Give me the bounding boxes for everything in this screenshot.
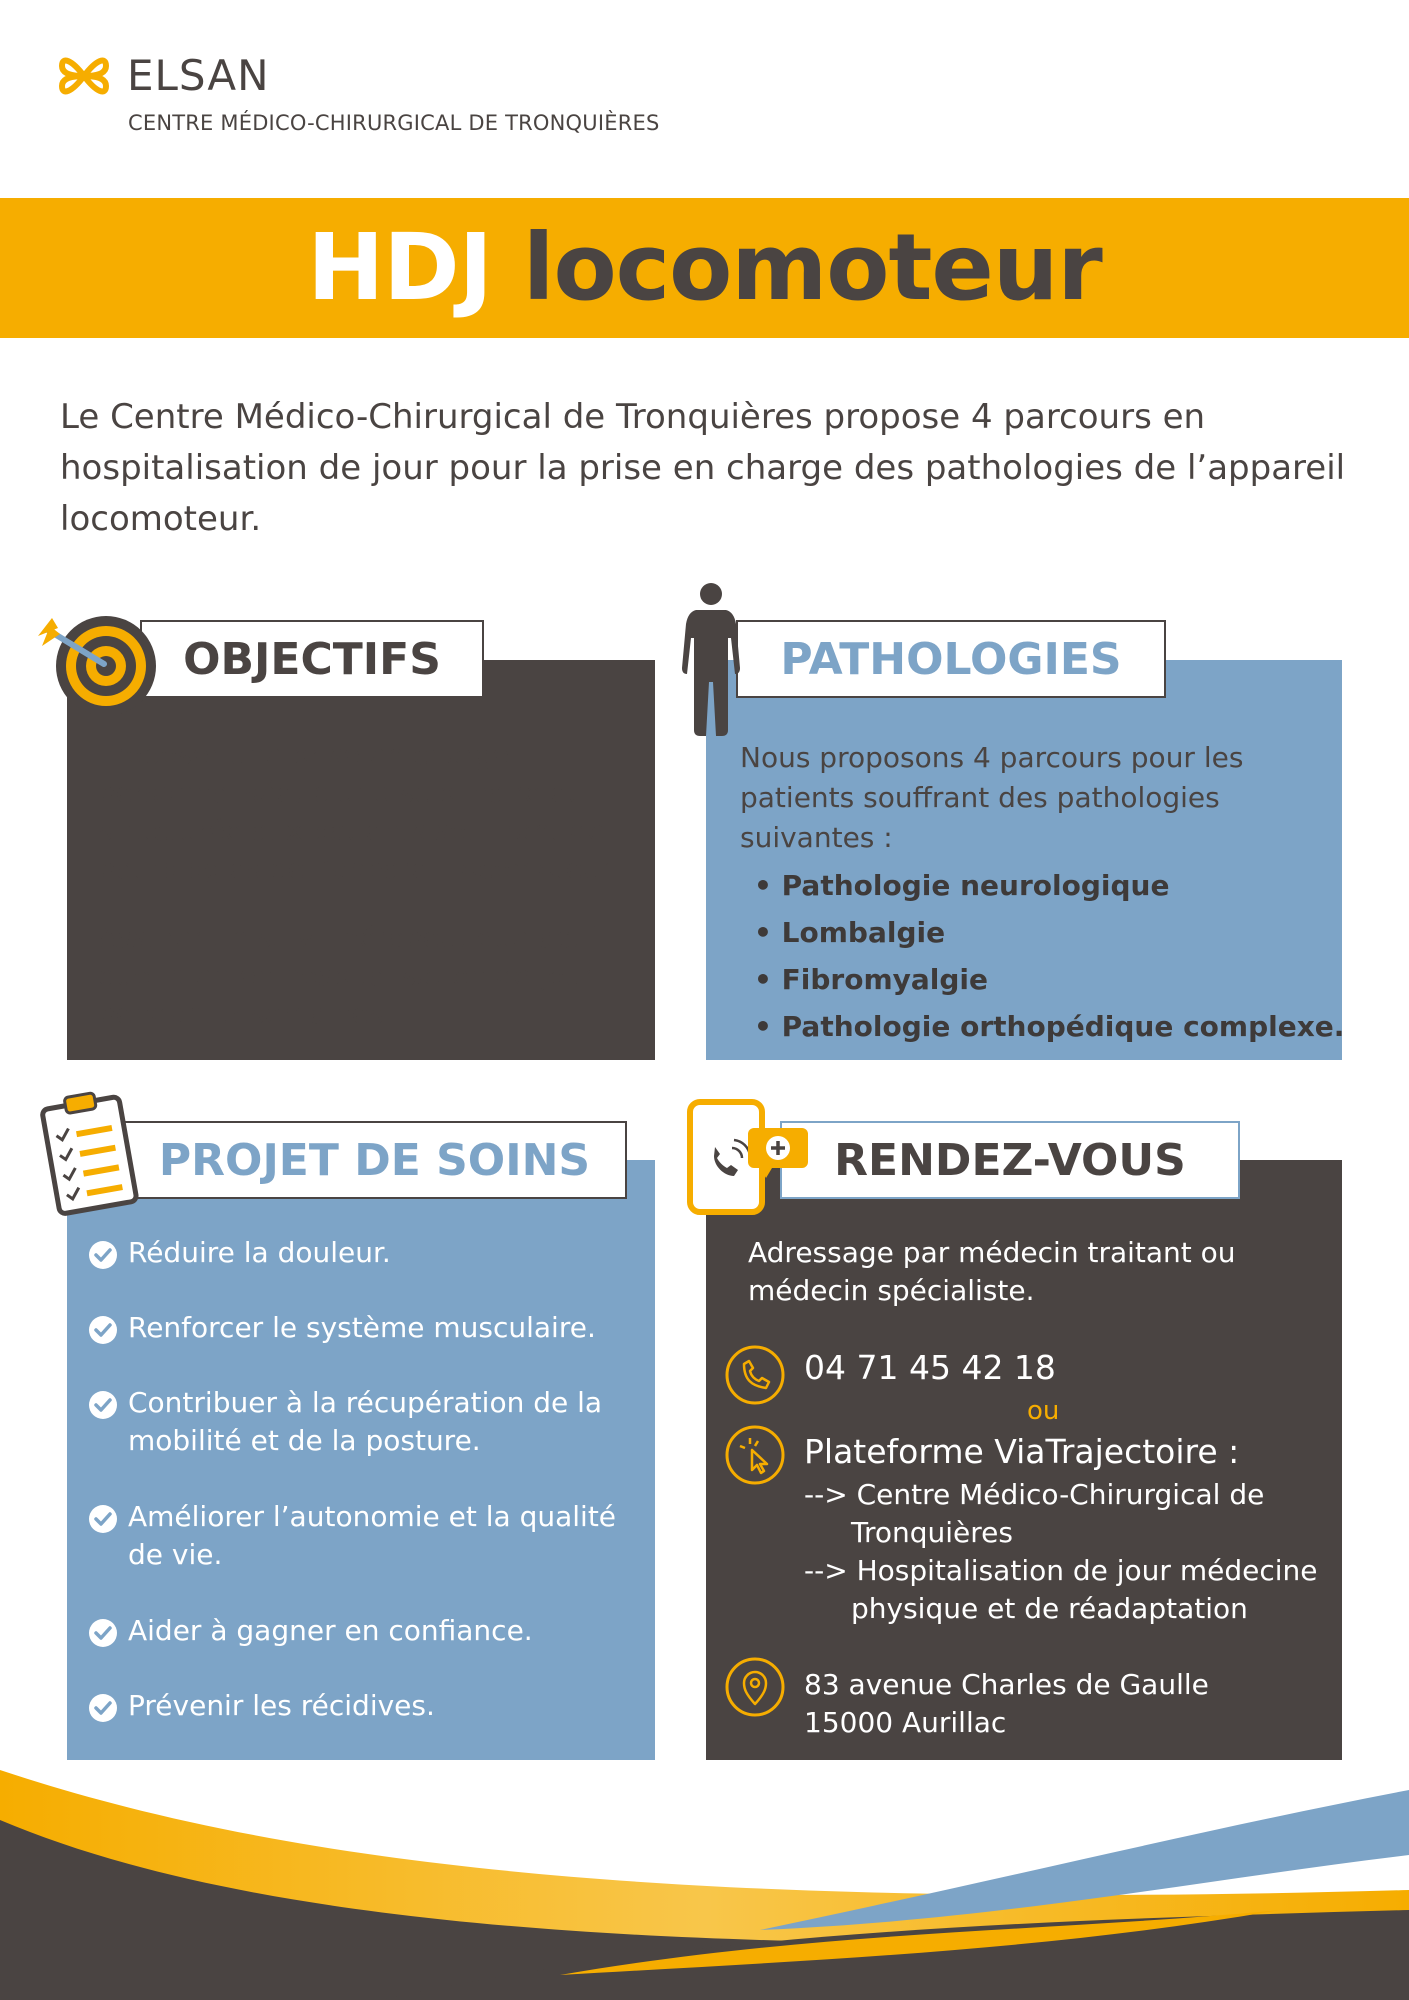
check-icon: [88, 1504, 118, 1534]
human-body-icon: [676, 580, 746, 740]
objectifs-label: OBJECTIFS: [140, 620, 484, 698]
address-line-1: 83 avenue Charles de Gaulle: [804, 1668, 1209, 1701]
platform-line-2b: physique et de réadaptation: [851, 1592, 1248, 1625]
location-pin-icon: [724, 1656, 786, 1718]
platform-line-2: --> Hospitalisation de jour médecine: [804, 1554, 1318, 1587]
projet-label: PROJET DE SOINS: [122, 1121, 627, 1199]
title-banner: [0, 198, 1409, 338]
list-item: Prévenir les récidives.: [88, 1687, 435, 1725]
pathologies-intro: Nous proposons 4 parcours pour les patients souffrant des pathologies suivantes :: [740, 741, 1244, 854]
address-line-2: 15000 Aurillac: [804, 1706, 1007, 1739]
rdv-label: RENDEZ-VOUS: [780, 1121, 1240, 1199]
or-text: ou: [1027, 1396, 1060, 1426]
phone-message-icon: [686, 1098, 816, 1218]
page-title: [307, 214, 1102, 321]
check-icon: [88, 1315, 118, 1345]
check-icon: [88, 1693, 118, 1723]
clipboard-checklist-icon: [36, 1088, 146, 1218]
check-icon: [88, 1618, 118, 1648]
phone-number: 04 71 45 42 18: [804, 1348, 1056, 1387]
check-icon: [88, 1240, 118, 1270]
platform-line-1b: Tronquières: [851, 1516, 1013, 1549]
elsan-logo-icon: [58, 50, 110, 102]
list-item: • Pathologie orthopédique complexe.: [754, 1003, 1344, 1050]
list-item: Améliorer l’autonomie et la qualité de vie.: [88, 1498, 628, 1574]
list-item: Contribuer à la récupération de la mobilité et de la posture.: [88, 1384, 628, 1460]
brand-name: ELSAN: [127, 51, 270, 100]
phone-icon: [724, 1344, 786, 1406]
pathologies-list: [754, 862, 1344, 1050]
objectifs-text-1: Proposer une prise en charge personnalisée, pluridisciplinaire et structurée aux patients souffrant de pathologies de l’appareil locomoteur.: [98, 738, 619, 885]
list-item: • Lombalgie: [754, 909, 1344, 956]
check-icon: [88, 1390, 118, 1420]
header-subtitle: CENTRE MÉDICO-CHIRURGICAL DE TRONQUIÈRES: [128, 111, 660, 135]
intro-text: Le Centre Médico-Chirurgical de Tronquières propose 4 parcours en hospitalisation de jour pour la prise en charge des pathologies de l’appareil locomoteur.: [60, 397, 1346, 539]
objectifs-text-2: Assurer un suivi thérapeutique actif quotidien en hospitalisation de jour pendant 5 semaines.: [98, 921, 600, 1030]
title-highlight: HDJ: [307, 214, 492, 321]
target-icon: [28, 600, 158, 720]
list-item: • Fibromyalgie: [754, 956, 1344, 1003]
list-item: Renforcer le système musculaire.: [88, 1309, 596, 1347]
list-item: Réduire la douleur.: [88, 1234, 391, 1272]
list-item: Aider à gagner en confiance.: [88, 1612, 533, 1650]
platform-line-1: --> Centre Médico-Chirurgical de: [804, 1478, 1265, 1511]
rdv-intro: Adressage par médecin traitant ou médecin spécialiste.: [748, 1236, 1236, 1307]
title-rest: locomoteur: [522, 214, 1102, 321]
platform-title: Plateforme ViaTrajectoire :: [804, 1432, 1240, 1471]
cursor-click-icon: [724, 1424, 786, 1486]
list-item: • Pathologie neurologique: [754, 862, 1344, 909]
decorative-wave: [0, 1760, 1409, 2000]
pathologies-label: PATHOLOGIES: [736, 620, 1166, 698]
